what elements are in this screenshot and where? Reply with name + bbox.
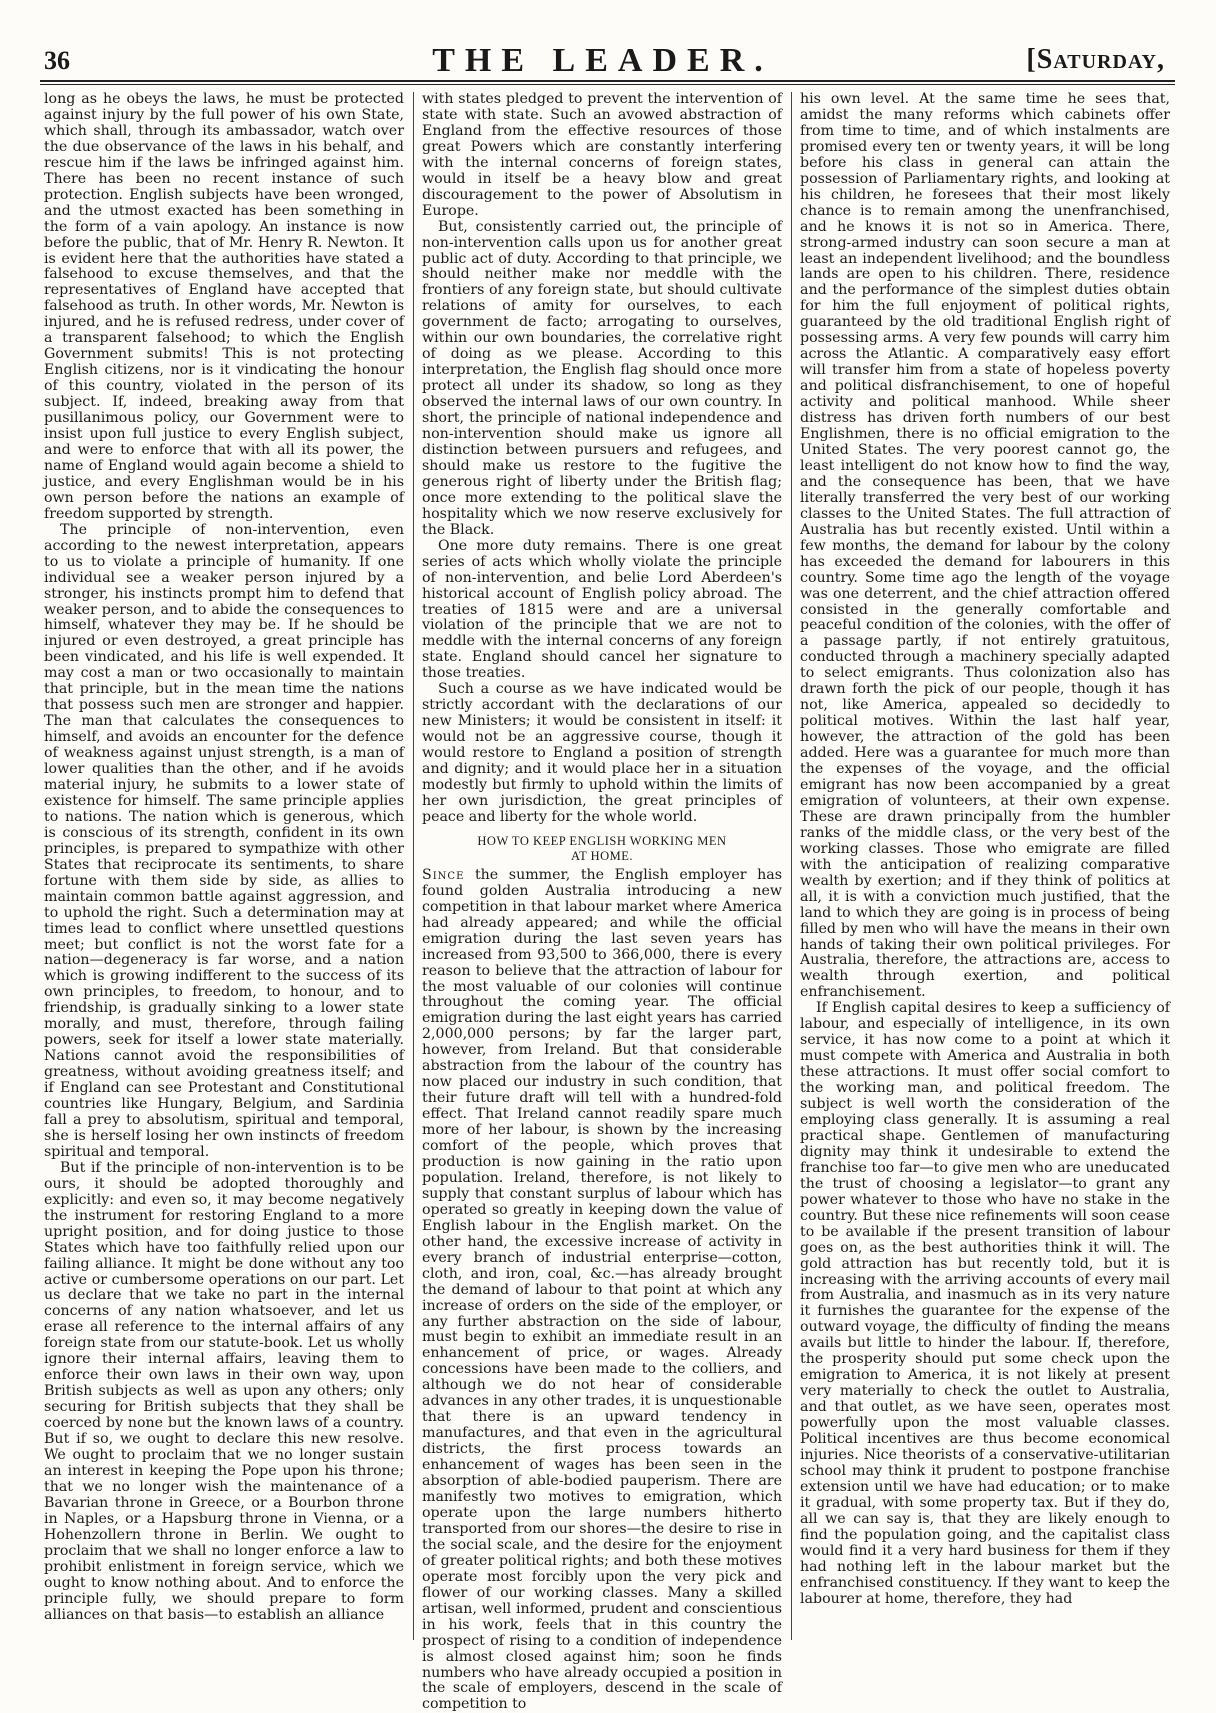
page-number: 36 [44, 46, 70, 75]
article-columns [44, 91, 1172, 1713]
paragraph: The principle of non-intervention, even according to the newest interpretation, appears to us to violate a principle of humanity. If one individual see a weaker person injured by a stronger, his instincts prompt him to defend that weaker person, and to abide the consequences to himself, whatever they may be. If he should be injured or even destroyed, a great principle has been vindicated, and his life is well expended. It may cost a man or two occasionally to maintain that principle, but in the mean time the nations that possess such men are stronger and happier. The man that calculates the consequences to himself, and avoids an encounter for the defence of weakness against unjust strength, is a man of lower qualities than the other, and if he avoids material injury, he submits to a lower state of existence for himself. The same principle applies to nations. The nation which is generous, which is conscious of its strength, confident in its own principles, is prepared to sympathize with other States that reciprocate its sentiments, to share fortune with them side by side, as allies to maintain common battle against aggression, and to uphold the right. Such a determination may at times lead to conflict where unsettled questions meet; but conflict is not the worst fate for a nation—degeneracy is far worse, and a nation which is growing indifferent to the success of its own principles, to freedom, to honour, and to friendship, is gradually sinking to a lower state morally, and must, therefore, through failing powers, seek for itself a lower state materially. Nations cannot avoid the responsibilities of greatness, without avoiding greatness itself; and if England can see Protestant and Constitutional countries like Hungary, Belgium, and Sardinia fall a prey to absolutism, spiritual and temporal, she is herself losing her own instincts of freedom spiritual and temporal. [44, 521, 404, 1160]
drop-lead-word: Since [422, 866, 465, 883]
paragraph: But, consistently carried out, the principle of non-intervention calls upon us for another great public act of duty. According to that principle, we should neither make nor meddle with the frontiers of any foreign state, but should cultivate relations of amity for ourselves, to each government de facto; arrogating to ourselves, within our own boundaries, the correlative right of doing as we please. According to this interpretation, the English flag should once more protect all under its shadow, so long as they observed the internal laws of our own country. In short, the principle of national independence and non-intervention should make us ignore all distinction between pursuers and refugees, and should make us restore to the fugitive the generous right of liberty under the British flag; once more extending to the political slave the hospitality which we now reserve exclusively for the Black. [422, 218, 782, 538]
newspaper-title: THE LEADER. [432, 42, 773, 79]
issue-day: [Saturday, [1026, 44, 1165, 75]
paragraph: One more duty remains. There is one great series of acts which wholly violate the principle of non-intervention, and belie Lord Aberdeen's historical account of English policy abroad. The treaties of 1815 were and are a universal violation of the principle that we are not to meddle with the internal concerns of any foreign state. England should cancel her signature to those treaties. [422, 537, 782, 682]
paragraph: But if the principle of non-intervention is to be ours, it should be adopted thoroughly and explicitly: and even so, it may become negatively the instrument for restoring England to a more upright position, and for doing justice to those States which have too faithfully relied upon our failing alliance. It might be done without any too active or cumbersome operations on our part. Let us declare that we take no part in the internal concerns of any nation whatsoever, and let us erase all reference to the internal affairs of any foreign state from our statute-book. Let us wholly ignore their internal affairs, leaving them to enforce their own laws in their own way, upon British subjects as well as upon any others; only securing for British subjects that they shall be coerced by none but the known laws of a country. But if so, we ought to declare this new resolve. We ought to proclaim that we no longer sustain an interest in keeping the Pope upon his throne; that we no longer wish the maintenance of a Bavarian throne in Greece, or a Bourbon throne in Naples, or a Hapsburg throne in Vienna, or a Hohenzollern throne in Berlin. We ought to proclaim that we shall no longer enforce a law to prohibit enlistment in foreign service, which we ought to know nothing about. And to enforce the principle fully, we should prepare to form alliances on that basis—to establish an alliance [44, 1159, 404, 1623]
column-1 [44, 92, 404, 1640]
paragraph: Such a course as we have indicated would be strictly accordant with the declarations of our new Ministers; it would be consistent in itself: it would not be an aggressive course, though it would restore to England a position of strength and dignity; and it would place her in a situation modestly but firmly to uphold within the limits of her own jurisdiction, the great principles of peace and liberty for the whole world. [422, 681, 782, 825]
paragraph-text: the summer, the English employer has found golden Australia introducing a new competition in that labour market where America had already appeared; and while the official emigration during the last seven years has increased from 93,500 to 366,000, there is every reason to believe that the attraction of labour for the most valuable of our colonies will continue throughout the coming year. The official emigration during the last eight years has carried 2,000,000 persons; by far the larger part, however, from Ireland. But that considerable abstraction from the labour of the country has now placed our industry in such condition, that their future draft will tell with a hundred-fold effect. That Ireland cannot readily spare much more of her labour, is shown by the increasing comfort of the people, which proves that production is now gaining in the ratio upon population. Ireland, therefore, is not likely to supply that constant surplus of labour which has operated so greatly in keeping down the value of English labour in the English market. On the other hand, the excessive increase of activity in every branch of industrial enterprise—cotton, cloth, and iron, coal, &c.—has already brought the demand of labour to that point at which any increase of orders on the side of the employer, or any further abstraction on the side of labour, must begin to exhibit an immediate result in an enhancement of price, or wages. Already concessions have been made to the colliers, and although we do not hear of considerable advances in any other trades, it is unquestionable that there is an upward tendency in manufactures, and that even in the agricultural districts, the first process towards an enhancement of wages has been seen in the absorption of able-bodied pauperism. There are manifestly two motives to emigration, which operate upon the large numbers hitherto transported from our shores—the desire to rise in the social scale, and the desire for the enjoyment of greater political rights; and both these motives operate most forcibly upon the very pick and flower of our working classes. Many a skilled artisan, well informed, prudent and conscientious in his work, feels that in this country the prospect of rising to a condition of independence is almost closed against him; soon he finds numbers who have already occupied a position in the scale of employers, descend in the scale of competition to [422, 866, 782, 1713]
paragraph [422, 868, 782, 1713]
paragraph: with states pledged to prevent the intervention of state with state. Such an avowed abstraction of England from the effective resources of those great Powers which are constantly interfering with the internal concerns of foreign states, would in itself be a heavy blow and great discouragement to the power of Absolutism in Europe. [422, 91, 782, 219]
article-heading-line: HOW TO KEEP ENGLISH WORKING MEN [477, 833, 727, 848]
article-heading-line: AT HOME. [570, 848, 634, 863]
header-rule [40, 80, 1175, 82]
paragraph: If English capital desires to keep a sufficiency of labour, and especially of intelligence, in its own service, it has now come to a point at which it must compete with America and Australia in both these attractions. It must offer social comfort to the working man, and political freedom. The subject is well worth the consideration of the employing class generally. It is assuming a real practical shape. Gentlemen of manufacturing dignity may think it undesirable to extend the franchise too far—to give men who are uneducated the trust of choosing a legislator—to grant any power whatever to those who have no stake in the country. But these nice refinements will soon cease to be available if the present transition of labour goes on, as the best authorities think it will. The gold attraction has but recently told, but it is increasing with the arriving accounts of every mail from Australia, and inasmuch as in its very nature it furnishes the guarantee for the expense of the outward voyage, the difficulty of finding the means avails but little to hinder the labour. If, therefore, the prosperity should put some check upon the emigration to America, it is not likely at present very materially to check the outlet to Australia, and that outlet, as we have seen, operates most powerfully upon the most valuable classes. Political incentives are thus become economical injuries. Nice theorists of a conservative-utilitarian school may think it prudent to postpone franchise extension until we have had education; or to make it gradual, with some property tax. But if they do, all we can say is, that they are likely enough to find the population going, and the capitalist class would find it a very hard business for them if they had nothing left in the labour market but the enfranchised constituency. If they want to keep the labourer at home, therefore, they had [800, 1000, 1170, 1607]
article-heading [422, 834, 782, 864]
paragraph: his own level. At the same time he sees that, amidst the many reforms which cabinets offer from time to time, and of which instalments are promised every ten or twenty years, it will be long before his class in general can attain the possession of Parliamentary rights, and looking at his children, he foresees that their most likely chance is to remain among the unenfranchised, and he knows it is not so in America. There, strong-armed industry can soon secure a man at least an independent livelihood; and the boundless lands are open to his children. There, residence and the performance of the simplest duties obtain for him the full enjoyment of political rights, guaranteed by the old traditional English right of possessing arms. A very few pounds will carry him across the Atlantic. A comparatively easy effort will transfer him from a state of hopeless poverty and political disfranchisement, to one of hopeful activity and political manhood. While sheer distress has driven forth numbers of our best Englishmen, there is no official emigration to the United States. The very poorest cannot go, the least intelligent do not know how to find the way, and the consequence has been, that we have literally transferred the very best of our working classes to the United States. The full attraction of Australia has but recently existed. Until within a few months, the demand for labour by the colony has exceeded the demand for labourers in this country. Some time ago the length of the voyage was one deterrent, and the chief attraction offered consisted in the generally comfortable and peaceful condition of the colonies, with the offer of a passage partly, if not entirely gratuitous, conducted through a machinery specially adapted to select emigrants. Thus colonization also has drawn forth the pick of our people, though it has not, like America, appealed so decidedly to political motives. Within the last half year, however, the attraction of the gold has been added. Here was a guarantee for much more than the expenses of the voyage, and the official emigrant has now been accompanied by a great emigration of volunteers, at their own expense. These are drawn principally from the humbler ranks of the middle class, or the very best of the working classes. Those who emigrate are filled with the anticipation of realizing comparative wealth by exertion; and if they think of politics at all, it is with a conviction much justified, that the land to which they are going is in process of being filled by men who will have the means in their own hands of taking their own political privileges. For Australia, therefore, the attractions are, access to wealth through exertion, and political enfranchisement. [800, 91, 1170, 1001]
column-3 [800, 92, 1170, 1640]
column-divider [413, 92, 414, 1640]
column-divider [791, 92, 792, 1640]
header-rule-thin [40, 84, 1175, 85]
paragraph: long as he obeys the laws, he must be protected against injury by the full power of his own State, which shall, through its ambassador, watch over the due observance of the laws in his behalf, and rescue him if the laws be infringed against him. There has been no recent instance of such protection. English subjects have been wronged, and the utmost exacted has been something in the form of a vain apology. An instance is now before the public, that of Mr. Henry R. Newton. It is evident here that the authorities have stated a falsehood to excuse themselves, and that the representatives of England have accepted that falsehood as truth. In other words, Mr. Newton is injured, and he is refused redress, under cover of a transparent falsehood; to which the English Government submits! This is not protecting English citizens, nor is it vindicating the honour of this country, violated in the person of its subject. If, indeed, breaking away from that pusillanimous policy, our Government were to insist upon full justice to every English subject, and were to enforce that with all its power, the name of England would again become a shield to justice, and every Englishman would be in his own person before the nations an example of freedom supported by strength. [44, 91, 404, 522]
column-2 [422, 91, 782, 1713]
